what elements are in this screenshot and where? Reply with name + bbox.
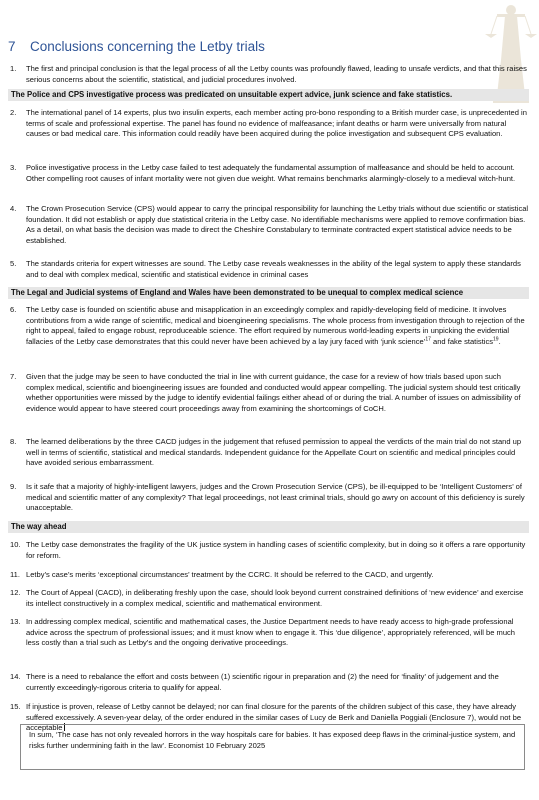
- item-number: 2.: [10, 108, 17, 117]
- item-number: 15.: [10, 702, 21, 711]
- item-number: 14.: [10, 672, 21, 681]
- list-item-9: [8, 482, 529, 514]
- list-item-13: [8, 617, 529, 649]
- list-item-2: [8, 108, 529, 140]
- item-text: The international panel of 14 experts, plus two insulin experts, each member acting pro-bono responding to a British murder case, is unprecedented in terms of scale and professional expertise. The panel has found no evidence of malfeasance; infant deaths or harm were universally from natural causes or bad medical care. This information could readily have been acquired during the police investigation and subsequent CPS evaluation.: [26, 108, 527, 139]
- item-text: The learned deliberations by the three CACD judges in the judgement that refused permission to appeal the verdicts of the main trial do not stand up well in terms of scientific, statistical and medical standards. Independent guidance for the Appellate Court on scientific and medical principles could have avoided serious embarrassment.: [26, 437, 522, 468]
- list-item-5: [8, 259, 529, 280]
- item-number: 4.: [10, 204, 17, 213]
- heading-title: Conclusions concerning the Letby trials: [30, 39, 265, 54]
- item-text: Is it safe that a majority of highly-intelligent lawyers, judges and the Crown Prosecution Service (CPS), be ill-equipped to be ‘Intelligent Customers’ of medical and scientific matter of any complexity? That legal proceedings, not least criminal trials, should go awry on account of this deficiency is surely unacceptable.: [26, 482, 525, 513]
- item-text: In addressing complex medical, scientific and mathematical cases, the Justice Department needs to have ready access to high-grade professional advice across the spectrum of professional issues; and it must know when to engage it. This ‘due diligence’, appropriately referenced, will be much less costly than a trial such as Letby’s and the ongoing derivative proceedings.: [26, 617, 515, 648]
- item-text-main: The Letby case is founded on scientific abuse and misapplication in an exceedingly complex and rapidly-developing field of medicine. It involves contributions from a wide range of scientific, medical and bioengineering specialisms. The whole process from investigation through to rejection of the right to appeal, failed to engage robust, reproduceable science. The effort required by numerous world-leading experts in unpicking the evidential fallacies of the Letby case demonstrates that this could never have been achieved by a lay jury faced with ‘junk science’: [26, 305, 525, 346]
- item-text-end: .: [498, 336, 501, 346]
- list-item-6: [8, 305, 529, 347]
- item-number: 13.: [10, 617, 21, 626]
- item-number: 12.: [10, 588, 21, 597]
- item-text: Given that the judge may be seen to have conducted the trial in line with current guidance, the case for a review of how trials based upon such complex medical, scientific and bioengineering issues are founded and conducted would appear compelling. The judicial system should test critically whether opportunities were missed by the judge to identify evidential failings either ahead of or during the trial. A number of issues on admissibility of evidence would appear to have steered court proceedings away from examining the shortcomings of CoCH.: [26, 372, 521, 413]
- item-text: [26, 305, 529, 347]
- section-heading: [8, 39, 265, 54]
- item-number: 9.: [10, 482, 17, 491]
- item-text: The first and principal conclusion is that the legal process of all the Letby counts was profoundly flawed, leading to unsafe verdicts, and that this raises serious concerns about the scientific, statistical, and judicial procedures involved.: [26, 64, 527, 84]
- item-number: 6.: [10, 305, 17, 314]
- item-text: The standards criteria for expert witnesses are sound. The Letby case reveals weaknesses in the ability of the legal system to apply these standards and to deal with complex medical, scientific and statistical evidence in criminal cases: [26, 259, 521, 279]
- item-number: 5.: [10, 259, 17, 268]
- summary-quote-box: [20, 724, 525, 770]
- item-number: 10.: [10, 540, 21, 549]
- item-text: Letby’s case’s merits ‘exceptional circumstances’ treatment by the CCRC. It should be referred to the CACD, and urgently.: [26, 570, 434, 579]
- section-header-police: The Police and CPS investigative process was predicated on unsuitable expert advice, junk science and fake statistics.: [8, 89, 529, 101]
- item-text: The Crown Prosecution Service (CPS) would appear to carry the principal responsibility for launching the Letby trials without due scientific or statistical foundation. It did not establish or apply due statistical criteria in the Letby case. No identifiable mechanisms were applied to remove confirmation bias. As a detail, on what basis the decision was made to direct the Cheshire Constabulary to terminate contracted expert statistical advice needs to be established.: [26, 204, 529, 245]
- section-header-legal: The Legal and Judicial systems of England and Wales have been demonstrated to be unequal to complex medical science: [8, 287, 529, 299]
- quote-text: In sum, ‘The case has not only revealed horrors in the way hospitals care for babies. It has exposed deep flaws in the criminal-justice system, and risks further undermining faith in the law’. Economist 10 February 2025: [29, 730, 516, 750]
- item-text: There is a need to rebalance the effort and costs between (1) scientific rigour in preparation and (2) the need for ‘finality’ of judgement and the currently exceedingly-rigorous criteria to qualify for appeal.: [26, 672, 499, 692]
- item-number: 11.: [10, 570, 20, 579]
- item-number: 7.: [10, 372, 17, 381]
- item-number: 8.: [10, 437, 17, 446]
- list-item-12: [8, 588, 529, 609]
- list-item-14: [8, 672, 529, 693]
- section-header-way-ahead: The way ahead: [8, 521, 529, 533]
- list-item-10: [8, 540, 529, 561]
- list-item-1: [8, 64, 529, 85]
- item-number: 3.: [10, 163, 17, 172]
- list-item-8: [8, 437, 529, 469]
- item-text-main: If injustice is proven, release of Letby cannot be delayed; nor can final closure for the parents of the children subject of this case, they have already suffered excessively. A seven-year delay, of the order endured in the similar cases of Lucy de Berk and Daniella Poggiali (Enclosure 7), would not be acceptable: [26, 702, 522, 733]
- footnote-ref[interactable]: 19: [493, 336, 499, 343]
- list-item-3: [8, 163, 529, 184]
- item-text: The Court of Appeal (CACD), in deliberating freshly upon the case, should look beyond current constrained definitions of ‘new evidence’ and exercise its intellect constructively in a complex medical, scientific and mathematical environment.: [26, 588, 524, 608]
- heading-number: 7: [8, 39, 16, 54]
- list-item-7: [8, 372, 529, 414]
- item-number: 1.: [10, 64, 17, 73]
- list-item-4: [8, 204, 529, 246]
- item-text-mid: and fake statistics: [430, 336, 494, 346]
- item-text: The Letby case demonstrates the fragility of the UK justice system in handling cases of scientific complexity, but in doing so it offers a rare opportunity for reform.: [26, 540, 526, 560]
- list-item-11: [8, 570, 529, 581]
- item-text: Police investigative process in the Letby case failed to test adequately the fundamental assumption of malfeasance and should be held to account. Other compelling root causes of infant mortality were not given due weight. What remains benchmarks alarmingly-closely to a medieval witch-hunt.: [26, 163, 516, 183]
- footnote-ref[interactable]: 17: [425, 336, 431, 343]
